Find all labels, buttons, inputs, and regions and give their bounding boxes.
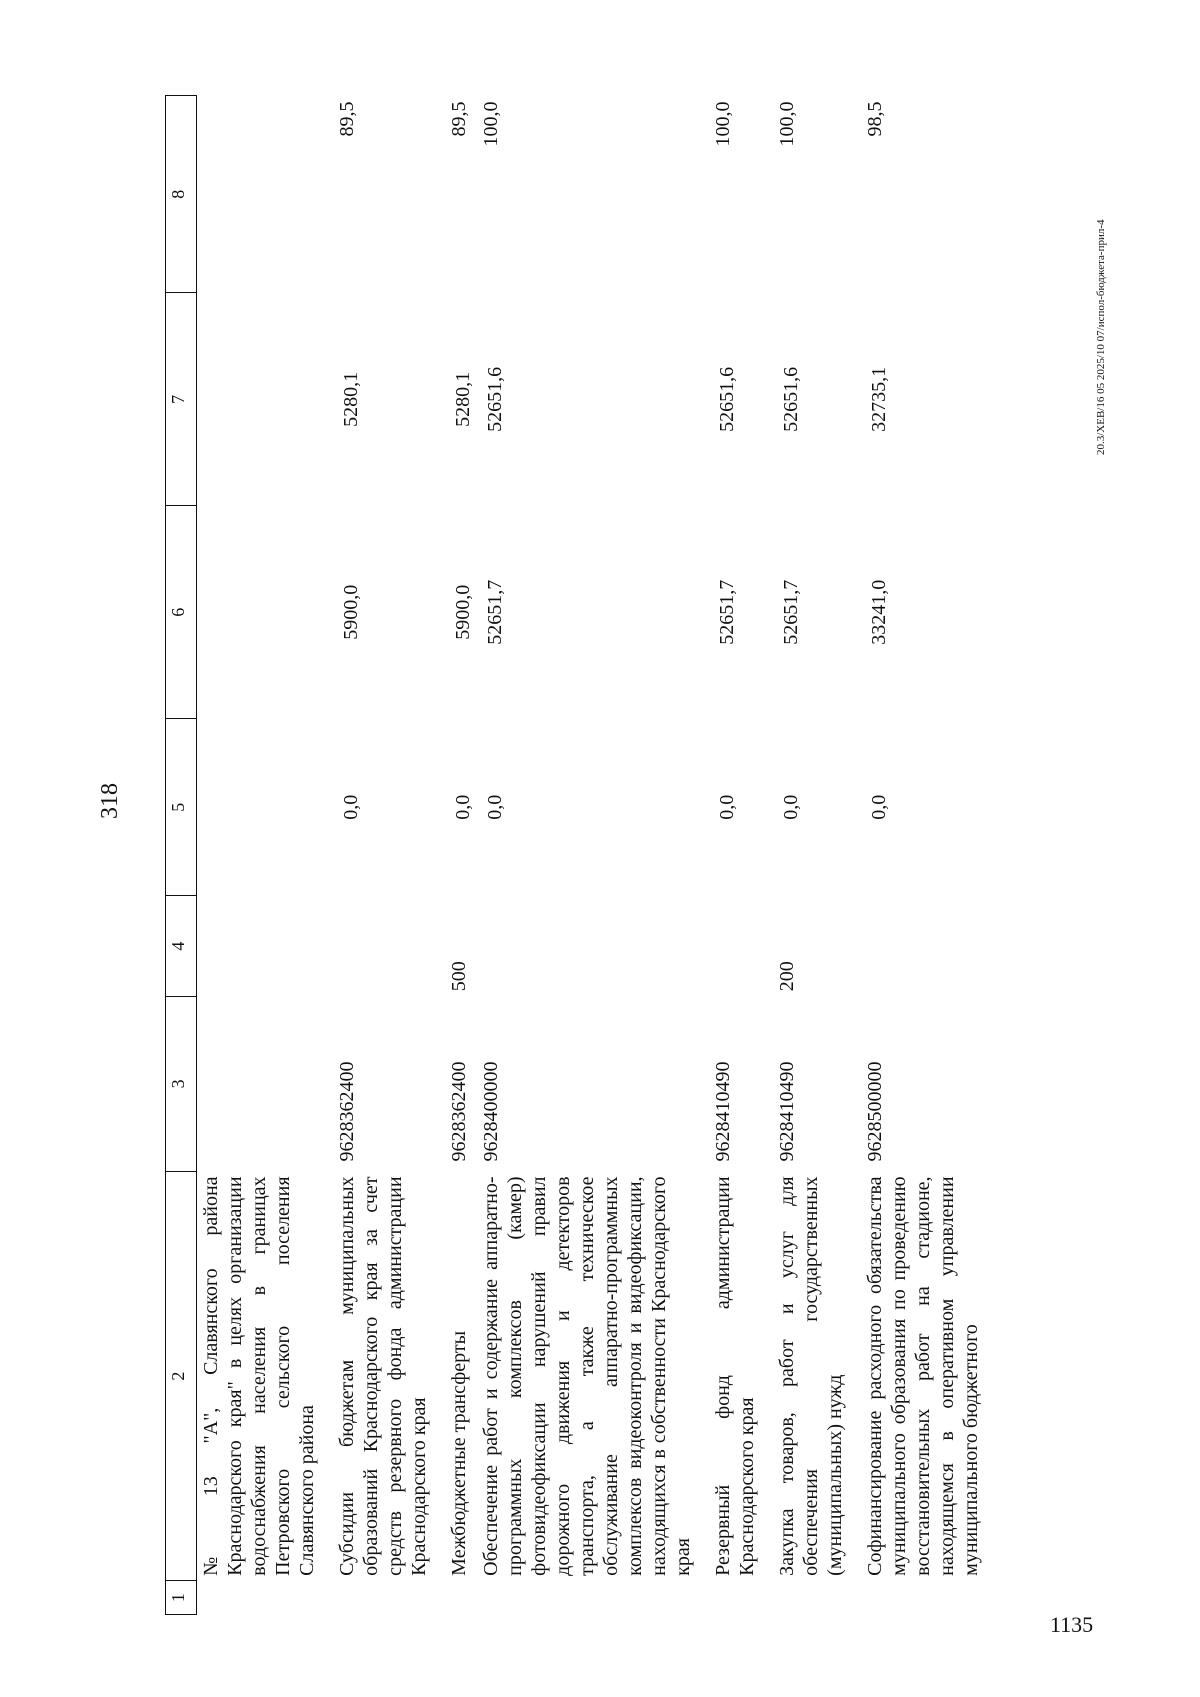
budget-table [165, 95, 985, 1615]
cell-type [333, 896, 445, 996]
cell-c6: 52651,7 [716, 579, 738, 645]
cell-c1 [477, 1581, 709, 1615]
cell-c6 [197, 506, 334, 719]
cell-c5: 0,0 [716, 794, 738, 820]
cell-type [861, 896, 985, 996]
cell-c7: 32735,1 [868, 366, 890, 432]
cell-c7: 52651,6 [484, 366, 506, 432]
cell-type: 500 [448, 961, 470, 992]
cell-description: Субсидии бюджетам муниципальных образований Краснодарского края за счет средств резервного фонда администрации Краснодарского края [336, 1176, 430, 1576]
cell-description: Обеспечение работ и содержание аппаратно-программных комплексов (камер) фотовидеофиксации нарушений правил дорожного движения и детекторов транспорта, а также техническое обслуживание аппаратно-программных комплексов видеоконтроля и видеофиксации, находящихся в собственности Краснодарского края [480, 1176, 694, 1576]
cell-c1 [861, 1581, 985, 1615]
cell-description: Резервный фонд администрации Краснодарского края [712, 1176, 758, 1576]
table-row [197, 96, 334, 1615]
cell-type [709, 896, 773, 996]
header-col-6: 6 [166, 506, 197, 719]
cell-type [477, 896, 709, 996]
cell-c6: 5900,0 [340, 584, 362, 640]
header-col-3: 3 [166, 996, 197, 1171]
cell-c1 [773, 1581, 861, 1615]
header-col-7: 7 [166, 293, 197, 506]
cell-c5: 0,0 [452, 794, 474, 820]
sheet-number: 1135 [1050, 1612, 1094, 1637]
cell-c7: 52651,6 [780, 366, 802, 432]
cell-code: 9628400000 [480, 1061, 502, 1162]
rotated-page [45, 55, 1145, 1655]
cell-description: Закупка товаров, работ и услуг для обеспечения государственных (муниципальных) нужд [776, 1176, 846, 1576]
cell-c7: 52651,6 [716, 366, 738, 432]
cell-c5: 0,0 [780, 794, 802, 820]
cell-c8 [197, 96, 334, 293]
cell-description: № 13 "А", Славянского района Краснодарского края" в целях организации водоснабжения населения в границах Петровского сельского поселения Славянского района [200, 1176, 318, 1576]
cell-c1 [445, 1581, 477, 1615]
cell-c8: 100,0 [480, 101, 502, 147]
cell-c6: 52651,7 [780, 579, 802, 645]
cell-c8: 100,0 [776, 101, 798, 147]
cell-code: 9628500000 [864, 1061, 886, 1162]
cell-c7: 5280,1 [340, 371, 362, 427]
header-col-2: 2 [166, 1171, 197, 1580]
cell-code: 9628362400 [336, 1061, 358, 1162]
table-row [709, 96, 773, 1615]
cell-code: 9628362400 [448, 1061, 470, 1162]
cell-code [197, 996, 334, 1171]
table-row [861, 96, 985, 1615]
table-row [445, 96, 477, 1615]
cell-c5: 0,0 [868, 794, 890, 820]
table-row [773, 96, 861, 1615]
header-col-8: 8 [166, 96, 197, 293]
cell-c1 [709, 1581, 773, 1615]
cell-c8: 89,5 [336, 101, 358, 137]
table-row [333, 96, 445, 1615]
table-header-row [166, 96, 197, 1615]
cell-c1 [333, 1581, 445, 1615]
cell-c8: 89,5 [448, 101, 470, 137]
cell-c7: 5280,1 [452, 371, 474, 427]
cell-description: Межбюджетные трансферты [448, 1330, 470, 1576]
footer-document-code: 20.3/ХЕВ/16 05 2025/10 07/испол-бюджета-прил-4 [1095, 219, 1107, 455]
cell-c1 [197, 1581, 334, 1615]
cell-c6: 33241,0 [868, 579, 890, 645]
cell-c5: 0,0 [484, 794, 506, 820]
cell-type: 200 [776, 961, 798, 992]
page-number: 318 [97, 783, 123, 819]
cell-description: Софинансирование расходного обязательства муниципального образования по проведению восстановительных работ на стадионе, находящемся в оперативном управлении муниципального бюджетного [864, 1176, 982, 1576]
header-col-5: 5 [166, 719, 197, 896]
header-col-4: 4 [166, 896, 197, 996]
cell-c7 [197, 293, 334, 506]
cell-c6: 5900,0 [452, 584, 474, 640]
cell-code: 9628410490 [712, 1061, 734, 1162]
cell-c5: 0,0 [340, 794, 362, 820]
cell-type [197, 896, 334, 996]
cell-c5 [197, 719, 334, 896]
cell-c8: 98,5 [864, 101, 886, 137]
cell-c8: 100,0 [712, 101, 734, 147]
cell-code: 9628410490 [776, 1061, 798, 1162]
cell-c6: 52651,7 [484, 579, 506, 645]
table-row [477, 96, 709, 1615]
header-col-1: 1 [166, 1581, 197, 1615]
